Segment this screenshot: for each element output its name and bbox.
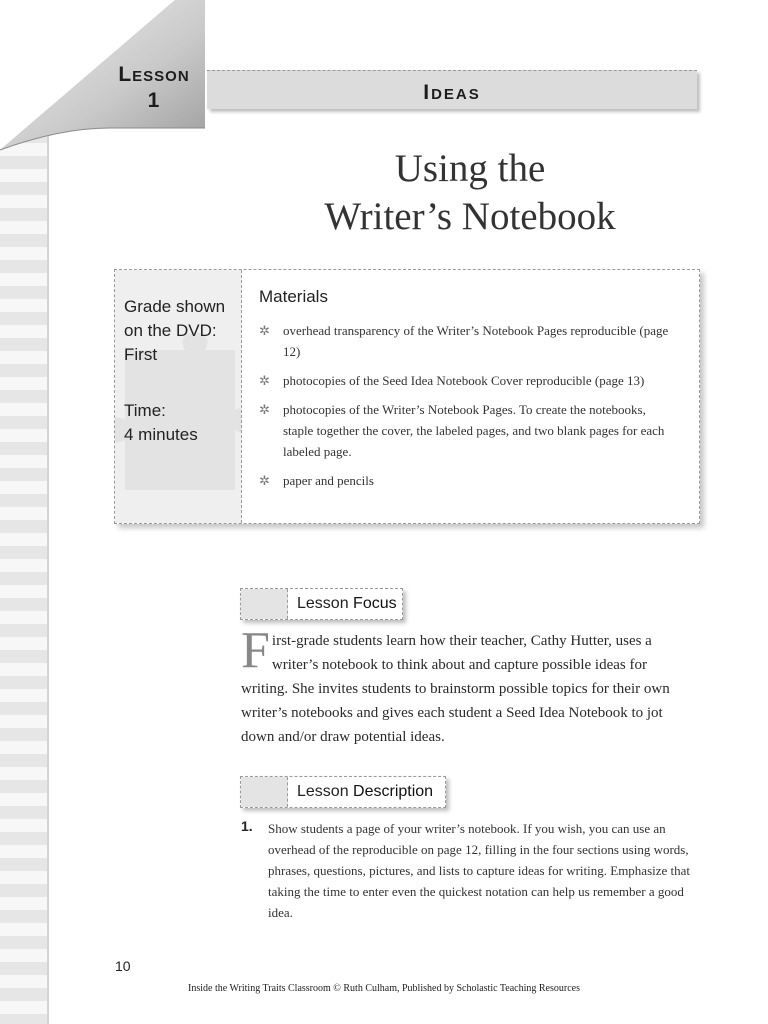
- grade-line: First: [124, 345, 158, 364]
- list-item: [259, 399, 679, 462]
- tab-label-prefix: Lesson: [297, 783, 349, 800]
- flower-bullet-icon: ✲: [259, 373, 270, 388]
- section-band: [207, 70, 697, 109]
- step-text: Show students a page of your writer’s notebook. If you wish, you can use an overhead of the reproducible on page 12, filling in the four sections using words, phrases, questions, pictures, and lists to capture ideas for writing. Emphasize that taking the time to enter even the quickest notation can help us remember a good idea.: [268, 821, 691, 920]
- focus-paragraph: [241, 622, 681, 749]
- grade-line: Grade shown: [124, 297, 226, 316]
- grade-info: [124, 295, 239, 367]
- list-item-text: photocopies of the Seed Idea Notebook Cover reproducible (page 13): [283, 373, 645, 388]
- time-info: [124, 399, 239, 447]
- flower-bullet-icon: ✲: [259, 323, 270, 338]
- drop-cap: F: [241, 622, 270, 679]
- title-line: Writer’s Notebook: [324, 195, 616, 238]
- time-line: Time:: [124, 401, 166, 420]
- tab-label: [297, 777, 433, 807]
- tab-label-prefix: Lesson: [297, 595, 349, 612]
- lesson-tag: [102, 62, 206, 114]
- focus-text: irst-grade students learn how their teacher, Cathy Hutter, uses a writer’s notebook to think about and capture possible ideas for writing. She invites students to brainstorm possible topics for their own writer’s notebooks and gives each student a Seed Idea Notebook to jot down and/or draw potential ideas.: [241, 633, 670, 745]
- list-item-text: overhead transparency of the Writer’s Notebook Pages reproducible (page 12): [283, 323, 669, 359]
- list-item-text: paper and pencils: [283, 473, 374, 488]
- step-number: 1.: [241, 818, 253, 834]
- list-item: [259, 470, 679, 491]
- page-title: [230, 145, 710, 241]
- time-line: 4 minutes: [124, 425, 198, 444]
- materials-box: [114, 269, 700, 524]
- grade-line: on the DVD:: [124, 321, 217, 340]
- title-line: Using the: [394, 147, 546, 190]
- section-title: Ideas: [423, 81, 481, 104]
- lesson-number: 1: [147, 89, 161, 112]
- tab-label: [297, 589, 397, 619]
- flower-bullet-icon: ✲: [259, 473, 270, 488]
- list-item: [259, 370, 679, 391]
- tab-label-main: Description: [353, 783, 434, 800]
- list-item-text: photocopies of the Writer’s Notebook Pages. To create the notebooks, staple together the cover, the labeled pages, and two blank pages for each labeled page.: [283, 402, 665, 459]
- puzzle-piece-icon: [241, 777, 288, 807]
- info-sidebar: [115, 270, 242, 523]
- footer-credit: Inside the Writing Traits Classroom © Ruth Culham, Published by Scholastic Teaching Resources: [188, 983, 580, 994]
- lesson-focus-tab: [240, 588, 403, 620]
- lesson-label: Lesson: [118, 63, 190, 86]
- page-number: 10: [115, 958, 131, 974]
- materials-list: [259, 320, 679, 499]
- lesson-description-tab: [240, 776, 446, 808]
- tab-label-main: Focus: [353, 595, 397, 612]
- flower-bullet-icon: ✲: [259, 402, 270, 417]
- materials-heading: Materials: [259, 287, 328, 306]
- list-item: [259, 320, 679, 362]
- puzzle-piece-icon: [241, 589, 288, 619]
